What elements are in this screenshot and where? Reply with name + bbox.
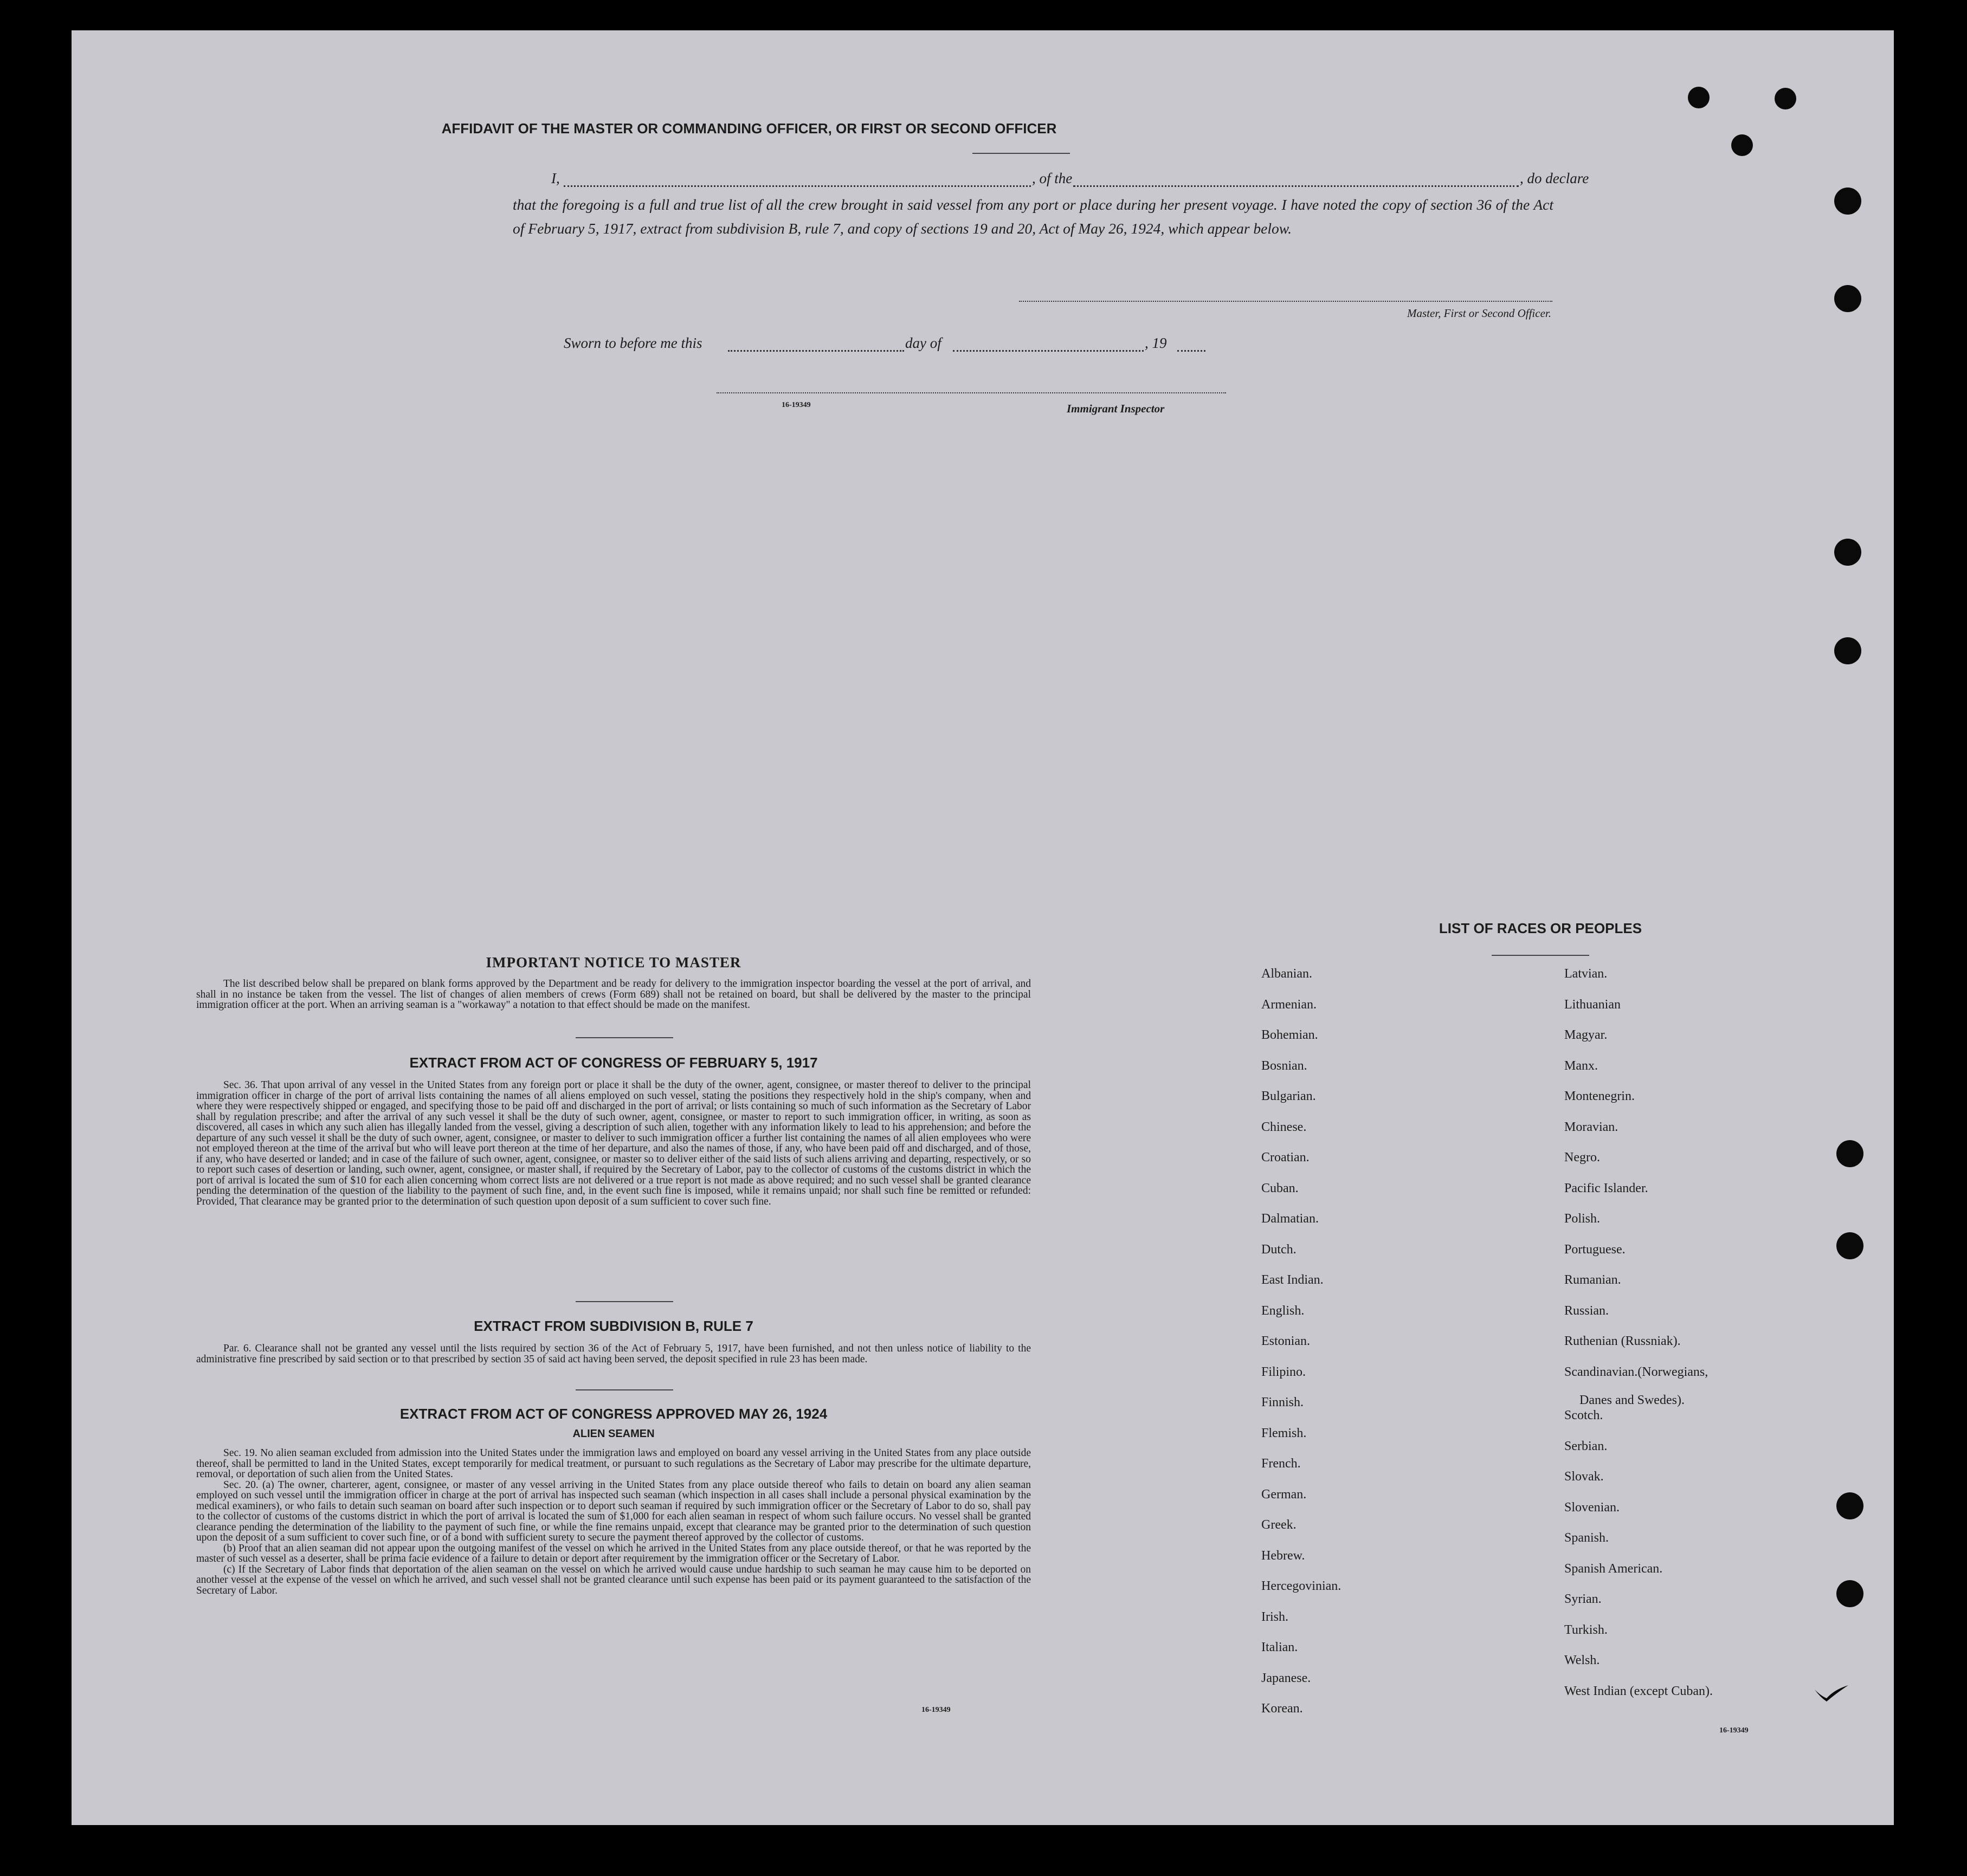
race-item: West Indian (except Cuban).	[1564, 1684, 1713, 1698]
extract-1924-paragraph: Sec. 19. No alien seaman excluded from admission into the United States under the immigration laws and employed on board any vessel arriving in the United States from any place outside thereof, shall be permitted to land in the United States, except temporarily for medical treatment, or pursuant to such regulations as the Secretary of Labor may prescribe for the ultimate departure, removal, or deportation of such alien from the United States.	[196, 1447, 1031, 1480]
extract-form-number: 16-19349	[921, 1706, 951, 1714]
race-item: Greek.	[1261, 1518, 1297, 1532]
race-item: Polish.	[1564, 1212, 1601, 1226]
race-item: Manx.	[1564, 1058, 1598, 1073]
race-item: Latvian.	[1564, 967, 1608, 981]
extract-1917-title: EXTRACT FROM ACT OF CONGRESS OF FEBRUARY 5, 1917	[409, 1055, 818, 1071]
race-item: Turkish.	[1564, 1622, 1608, 1637]
extract-1924-paragraph: Sec. 20. (a) The owner, charterer, agent, consignee, or master of any vessel arriving in the United States from any place outside thereof who fails to detain on board any alien seaman employed on such vessel until the immigration officer in charge at the port of arrival has inspected such seaman (which inspection in all cases shall include a personal physical examination by the medical examiners), or who fails to detain such seaman on board after such inspection or to deport such seaman if required by such immigration officer or the Secretary of Labor to do so, shall pay to the collector of customs of the customs district in which the port of arrival is located the sum of $1,000 for each alien seaman in respect of whom such failure occurs. No vessel shall be granted clearance pending the determination of the liability to the payment of such fine, or while the fine remains unpaid, except that clearance may be granted prior to the determination of such question upon the deposit of a sum sufficient to cover such fine, or of a bond with sufficient surety to secure the payment thereof approved by the collector of customs.	[196, 1479, 1031, 1543]
signature-caption: Master, First or Second Officer.	[1407, 307, 1551, 320]
affidavit-do-declare: , do declare	[1520, 170, 1589, 186]
race-item: Ruthenian (Russniak).	[1564, 1334, 1681, 1348]
race-item: Italian.	[1261, 1640, 1298, 1654]
race-item: East Indian.	[1261, 1273, 1324, 1287]
rule-7-body: Par. 6. Clearance shall not be granted any vessel until the lists required by section 36 of the Act of February 5, 1917, have been furnished, and not then unless notice of liability to the administrative fine prescribed by said section or to that prescribed by section 35 of said act having been served, the deposit specified in rule 23 has been made.	[196, 1343, 1031, 1365]
race-item: Lithuanian	[1564, 997, 1621, 1012]
race-item: Moravian.	[1564, 1120, 1618, 1134]
affidavit-body: that the foregoing is a full and true list of all the crew brought in said vessel from any port or place during her present voyage. I have noted the copy of section 36 of the Act of February 5, 1917, extract from subdivision B, rule 7, and copy of sections 19 and 20, Act of May 26, 1924, which appear below.	[513, 196, 1553, 237]
title-rule	[972, 153, 1070, 154]
document-page	[72, 30, 1894, 1825]
checkmark-mark	[1813, 1678, 1850, 1705]
race-item: Rumanian.	[1564, 1273, 1621, 1287]
extract-1924-title: EXTRACT FROM ACT OF CONGRESS APPROVED MAY 26, 1924	[399, 1406, 828, 1422]
race-item: French.	[1261, 1457, 1301, 1471]
race-item: Montenegrin.	[1564, 1089, 1635, 1103]
race-item: Dutch.	[1261, 1242, 1297, 1257]
affidavit-of-the: , of the	[1032, 170, 1073, 186]
punch-hole	[1775, 88, 1796, 109]
races-form-number: 16-19349	[1719, 1726, 1749, 1735]
section-rule	[576, 1389, 673, 1390]
punch-hole	[1836, 1140, 1863, 1167]
race-item: Bosnian.	[1261, 1058, 1307, 1073]
race-item: Armenian.	[1261, 997, 1317, 1012]
race-item: Cuban.	[1261, 1181, 1299, 1195]
sworn-year-field[interactable]	[1177, 350, 1205, 352]
punch-hole	[1836, 1580, 1863, 1607]
race-item: Serbian.	[1564, 1439, 1608, 1453]
extract-1924-subtitle: ALIEN SEAMEN	[572, 1428, 655, 1440]
sworn-day-field[interactable]	[728, 350, 904, 352]
master-name-field[interactable]	[564, 185, 1031, 187]
punch-hole	[1836, 1232, 1863, 1259]
notice-title: IMPORTANT NOTICE TO MASTER	[486, 954, 741, 971]
race-item: Chinese.	[1261, 1120, 1307, 1134]
race-item: Spanish American.	[1564, 1561, 1663, 1576]
race-item: German.	[1261, 1487, 1307, 1502]
inspector-caption: Immigrant Inspector	[1067, 402, 1165, 415]
race-item: Pacific Islander.	[1564, 1181, 1648, 1195]
sworn-label: Sworn to before me this	[564, 335, 702, 351]
race-item: Magyar.	[1564, 1028, 1608, 1042]
punch-hole	[1836, 1492, 1863, 1519]
race-item: Slovak.	[1564, 1470, 1604, 1484]
race-item: Negro.	[1564, 1150, 1600, 1165]
race-item: Spanish.	[1564, 1531, 1609, 1545]
notice-body: The list described below shall be prepared on blank forms approved by the Department and be ready for delivery to the immigration inspector boarding the vessel at the port of arrival, and shall in no instance be taken from the vessel. The list of changes of alien members of crews (Form 689) shall not be retained on board, but shall be delivered by the master to the principal immigration officer at the port. When an arriving seaman is a "workaway" a notation to that effect should be made on the manifest.	[196, 978, 1031, 1011]
affidavit-title: AFFIDAVIT OF THE MASTER OR COMMANDING OFFICER, OR FIRST OR SECOND OFFICER	[441, 120, 1057, 137]
race-item: Scandinavian.(Norwegians,	[1564, 1364, 1708, 1379]
races-title: LIST OF RACES OR PEOPLES	[1439, 920, 1642, 936]
race-item: Scotch.	[1564, 1408, 1603, 1422]
punch-hole	[1731, 134, 1753, 156]
extract-1924-paragraph: (b) Proof that an alien seaman did not appear upon the outgoing manifest of the vessel on which he arrived in the United States from any place outside thereof, or that he was reported by the master of such vessel as a deserter, shall be prima facie evidence of a failure to detain or deport after requirement by the immigration officer or the Secretary of Labor.	[196, 1542, 1031, 1564]
races-title-rule	[1492, 955, 1589, 956]
section-rule	[576, 1301, 673, 1302]
race-item: Hercegovinian.	[1261, 1579, 1342, 1593]
extract-1917-body: Sec. 36. That upon arrival of any vessel in the United States from any foreign port or place it shall be the duty of the owner, agent, consignee, or master thereof to deliver to the principal immigration officer in charge of the port of arrival lists containing the names of all aliens employed on such vessel, stating the positions they respectively hold in the ship's company, when and where they were respectively shipped or engaged, and specifying those to be paid off and discharged in the port of arrival; or lists containing so much of such information as the Secretary of Labor shall by regulation prescribe; and after the arrival of any such vessel it shall be the duty of such owner, agent, consignee, or master to report to such immigration officer, in writing, as soon as discovered, all cases in which any such alien has illegally landed from the vessel, giving a description of such alien, together with any information likely to lead to his apprehension; and before the departure of any such vessel it shall be the duty of such owner, agent, consignee, or master to deliver to such immigration officer a further list containing the names of all alien employees who were not employed thereon at the time of the arrival but who will leave port thereon at the time of her departure, and also the names of those, if any, who have been paid off and discharged, and of those, if any, who have deserted or landed; and in case of the failure of such owner, agent, consignee, or master so to deliver either of the said lists of such aliens arriving and departing, respectively, or so to report such cases of desertion or landing, such owner, agent, consignee, or master shall, if required by the Secretary of Labor, pay to the collector of customs of the customs district in which the port of arrival is located the sum of $10 for each alien concerning whom correct lists are not delivered or a true report is not made as above required; and no such vessel shall be granted clearance pending the determination of the question of the liability to the payment of such fine, and, in the event such fine is imposed, while it remains unpaid; nor shall such fine be remitted or refunded: Provided, That clearance may be granted prior to the determination of such question upon deposit of a sum sufficient to cover such fine.	[196, 1079, 1031, 1207]
affidavit-form-number: 16-19349	[782, 401, 811, 409]
rule-7-title: EXTRACT FROM SUBDIVISION B, RULE 7	[474, 1318, 753, 1334]
race-item: Estonian.	[1261, 1334, 1310, 1348]
punch-hole	[1834, 285, 1861, 312]
race-item: Welsh.	[1564, 1653, 1600, 1667]
race-item: English.	[1261, 1303, 1305, 1318]
race-item: Dalmatian.	[1261, 1212, 1319, 1226]
race-item: Bulgarian.	[1261, 1089, 1316, 1103]
race-item: Croatian.	[1261, 1150, 1310, 1165]
race-item: Slovenian.	[1564, 1500, 1620, 1515]
extract-1917-section	[196, 1055, 1031, 1207]
race-item: Hebrew.	[1261, 1548, 1305, 1563]
race-item: Albanian.	[1261, 967, 1312, 981]
punch-hole	[1834, 187, 1861, 215]
race-item: Irish.	[1261, 1609, 1288, 1624]
rule-7-section	[196, 1318, 1031, 1364]
race-item: Flemish.	[1261, 1426, 1307, 1440]
punch-hole	[1688, 87, 1710, 108]
race-item: Korean.	[1261, 1702, 1303, 1716]
punch-hole	[1834, 539, 1861, 566]
race-item: Portuguese.	[1564, 1242, 1626, 1257]
race-item: Syrian.	[1564, 1592, 1602, 1606]
affidavit-i-label: I,	[551, 170, 560, 186]
vessel-name-field[interactable]	[1073, 185, 1519, 187]
punch-hole	[1834, 637, 1861, 664]
race-item: Danes and Swedes).	[1579, 1393, 1685, 1407]
race-item: Russian.	[1564, 1303, 1609, 1318]
race-item: Filipino.	[1261, 1364, 1306, 1379]
section-rule	[576, 1037, 673, 1038]
sworn-year-prefix: , 19	[1145, 335, 1167, 351]
sworn-day-of: day of	[905, 335, 941, 351]
important-notice-section	[196, 954, 1031, 1011]
extract-1924-paragraph: (c) If the Secretary of Labor finds that deportation of the alien seaman on the vessel on which he arrived would cause undue hardship to such seaman he may cause him to be deported on another vessel at the expense of the vessel on which he arrived, and such vessel shall not be granted clearance until such expense has been paid or its payment guaranteed to the satisfaction of the Secretary of Labor.	[196, 1563, 1031, 1596]
signature-line[interactable]	[1019, 301, 1552, 302]
inspector-signature-line[interactable]	[717, 392, 1226, 393]
race-item: Japanese.	[1261, 1671, 1311, 1685]
race-item: Finnish.	[1261, 1395, 1304, 1409]
sworn-month-field[interactable]	[953, 350, 1144, 352]
extract-1924-section	[196, 1406, 1031, 1596]
race-item: Bohemian.	[1261, 1028, 1318, 1042]
